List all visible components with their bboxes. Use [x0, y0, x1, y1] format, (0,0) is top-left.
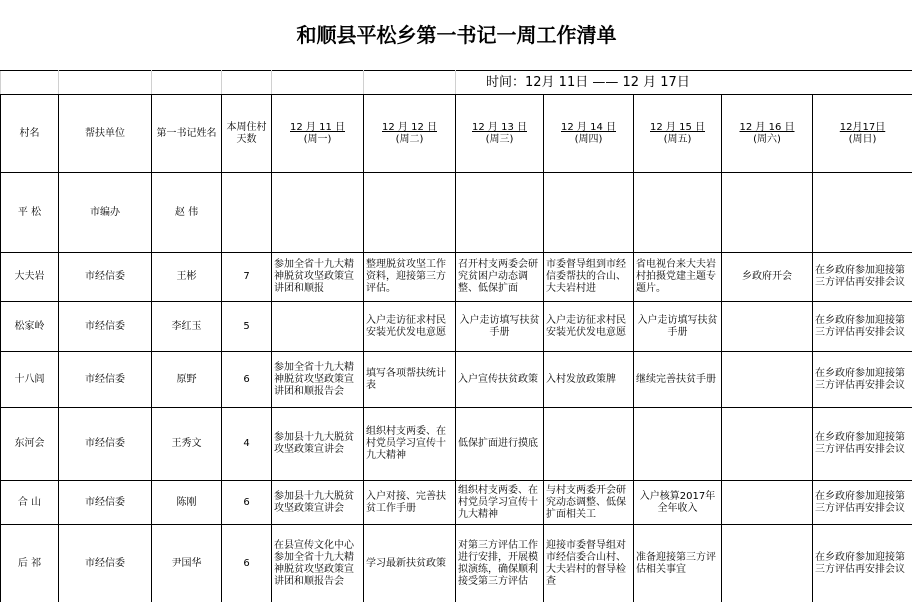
- header-weekday: (周二): [395, 133, 424, 145]
- task-mon: 在县宣传文化中心参加全省十九大精神脱贫攻坚政策宣讲团和顺报告会: [272, 525, 364, 602]
- task-wed: [456, 173, 544, 253]
- header-weekday: (周一): [303, 133, 332, 145]
- task-sun: [813, 173, 912, 253]
- header-weekday: (周三): [485, 133, 514, 145]
- unit-cell: 市经信委: [59, 352, 152, 408]
- unit-cell: 市经信委: [59, 408, 152, 481]
- unit-cell: 市经信委: [59, 525, 152, 602]
- unit-cell: 市经信委: [59, 253, 152, 302]
- table-row: [1, 408, 912, 481]
- blank-cell: [222, 71, 272, 95]
- days-cell: 4: [222, 408, 272, 481]
- secretary-cell: 赵 伟: [152, 173, 222, 253]
- task-wed: 对第三方评估工作进行安排，开展模拟演练，确保顺利接受第三方评估: [456, 525, 544, 602]
- blank-cell: [152, 71, 222, 95]
- task-tue: 组织村支两委、在村党员学习宣传十九大精神: [364, 408, 456, 481]
- task-tue: 填写各项帮扶统计表: [364, 352, 456, 408]
- header-row: [1, 95, 912, 173]
- task-fri: 入户走访填写扶贫手册: [634, 302, 722, 352]
- unit-cell: 市编办: [59, 173, 152, 253]
- header-weekday: (周五): [663, 133, 692, 145]
- header-date: 12 月 15 日: [650, 121, 705, 133]
- village-cell: 后 祁: [1, 525, 59, 602]
- secretary-cell: 原野: [152, 352, 222, 408]
- task-fri: 省电视台来大夫岩村拍摄党建主题专题片。: [634, 253, 722, 302]
- task-tue: [364, 173, 456, 253]
- header-secretary: 第一书记姓名: [152, 95, 222, 173]
- task-sat: [722, 525, 813, 602]
- header-day-7: [813, 95, 912, 173]
- task-sun: 在乡政府参加迎接第三方评估再安排会议: [813, 481, 912, 525]
- header-date: 12 月 13 日: [472, 121, 527, 133]
- task-fri: [634, 408, 722, 481]
- secretary-cell: 李红玉: [152, 302, 222, 352]
- task-sun: 在乡政府参加迎接第三方评估再安排会议: [813, 253, 912, 302]
- header-day-4: [544, 95, 634, 173]
- task-mon: [272, 302, 364, 352]
- table-row: [1, 302, 912, 352]
- header-weekday: (周四): [574, 133, 603, 145]
- header-date: 12 月 16 日: [739, 121, 795, 133]
- task-wed: 召开村支两委会研究贫困户动态调整、低保扩面: [456, 253, 544, 302]
- days-cell: 6: [222, 525, 272, 602]
- task-thu: 入村发放政策牌: [544, 352, 634, 408]
- task-thu: 迎接市委督导组对市经信委合山村、大夫岩村的督导检查: [544, 525, 634, 602]
- unit-cell: 市经信委: [59, 302, 152, 352]
- task-wed: 入户宣传扶贫政策: [456, 352, 544, 408]
- task-wed: 组织村支两委、在村党员学习宣传十九大精神: [456, 481, 544, 525]
- table-row: [1, 253, 912, 302]
- task-sun: 在乡政府参加迎接第三方评估再安排会议: [813, 352, 912, 408]
- task-mon: 参加县十九大脱贫攻坚政策宣讲会: [272, 481, 364, 525]
- header-day-2: [364, 95, 456, 173]
- header-days: 本周住村天数: [222, 95, 272, 173]
- village-cell: 平 松: [1, 173, 59, 253]
- task-sat: 乡政府开会: [722, 253, 813, 302]
- village-cell: 松家岭: [1, 302, 59, 352]
- task-sun: 在乡政府参加迎接第三方评估再安排会议: [813, 525, 912, 602]
- header-village: 村名: [1, 95, 59, 173]
- blank-cell: [364, 71, 456, 95]
- task-tue: 学习最新扶贫政策: [364, 525, 456, 602]
- header-unit: 帮扶单位: [59, 95, 152, 173]
- task-mon: 参加县十九大脱贫攻坚政策宣讲会: [272, 408, 364, 481]
- task-wed: 入户走访填写扶贫手册: [456, 302, 544, 352]
- unit-cell: 市经信委: [59, 481, 152, 525]
- secretary-cell: 王秀文: [152, 408, 222, 481]
- task-tue: 入户对接、完善扶贫工作手册: [364, 481, 456, 525]
- task-sat: [722, 173, 813, 253]
- task-mon: 参加全省十九大精神脱贫攻坚政策宣讲团和顺报: [272, 253, 364, 302]
- table-row: [1, 352, 912, 408]
- village-cell: 合 山: [1, 481, 59, 525]
- days-cell: 7: [222, 253, 272, 302]
- task-thu: [544, 173, 634, 253]
- task-wed: 低保扩面进行摸底: [456, 408, 544, 481]
- header-weekday: (周日): [848, 133, 877, 145]
- task-mon: [272, 173, 364, 253]
- header-day-1: [272, 95, 364, 173]
- task-fri: 继续完善扶贫手册: [634, 352, 722, 408]
- task-thu: [544, 408, 634, 481]
- village-cell: 大夫岩: [1, 253, 59, 302]
- header-weekday: (周六): [753, 133, 781, 145]
- secretary-cell: 尹国华: [152, 525, 222, 602]
- task-thu: 与村支两委开会研究动态调整、低保扩面相关工: [544, 481, 634, 525]
- header-day-3: [456, 95, 544, 173]
- task-sat: [722, 408, 813, 481]
- days-cell: [222, 173, 272, 253]
- time-range: 时间：12月 11日 —— 12 月 17日: [456, 71, 912, 95]
- task-sat: [722, 352, 813, 408]
- task-tue: 整理脱贫攻坚工作资料，迎接第三方评估。: [364, 253, 456, 302]
- task-sun: 在乡政府参加迎接第三方评估再安排会议: [813, 408, 912, 481]
- secretary-cell: 王彬: [152, 253, 222, 302]
- blank-cell: [272, 71, 364, 95]
- header-day-6: [722, 95, 813, 173]
- header-date: 12 月 14 日: [561, 121, 616, 133]
- table-row: [1, 525, 912, 602]
- village-cell: 十八闾: [1, 352, 59, 408]
- task-sun: 在乡政府参加迎接第三方评估再安排会议: [813, 302, 912, 352]
- header-date: 12月17日: [839, 121, 886, 133]
- days-cell: 6: [222, 481, 272, 525]
- table-row: [1, 481, 912, 525]
- task-mon: 参加全省十九大精神脱贫攻坚政策宣讲团和顺报告会: [272, 352, 364, 408]
- header-date: 12 月 11 日: [290, 121, 345, 133]
- task-fri: 入户核算2017年全年收入: [634, 481, 722, 525]
- village-cell: 东河会: [1, 408, 59, 481]
- task-thu: 入户走访征求村民安装光伏发电意愿: [544, 302, 634, 352]
- secretary-cell: 陈刚: [152, 481, 222, 525]
- task-fri: [634, 173, 722, 253]
- header-day-5: [634, 95, 722, 173]
- sheet-title: 和顺县平松乡第一书记一周工作清单: [296, 23, 617, 47]
- table-row: [1, 173, 912, 253]
- task-thu: 市委督导组到市经信委帮扶的合山、大夫岩村进: [544, 253, 634, 302]
- task-tue: 入户走访征求村民安装光伏发电意愿: [364, 302, 456, 352]
- days-cell: 5: [222, 302, 272, 352]
- task-fri: 准备迎接第三方评估相关事宜: [634, 525, 722, 602]
- blank-cell: [59, 71, 152, 95]
- task-sat: [722, 481, 813, 525]
- blank-cell: [1, 71, 59, 95]
- header-date: 12 月 12 日: [382, 121, 437, 133]
- days-cell: 6: [222, 352, 272, 408]
- task-sat: [722, 302, 813, 352]
